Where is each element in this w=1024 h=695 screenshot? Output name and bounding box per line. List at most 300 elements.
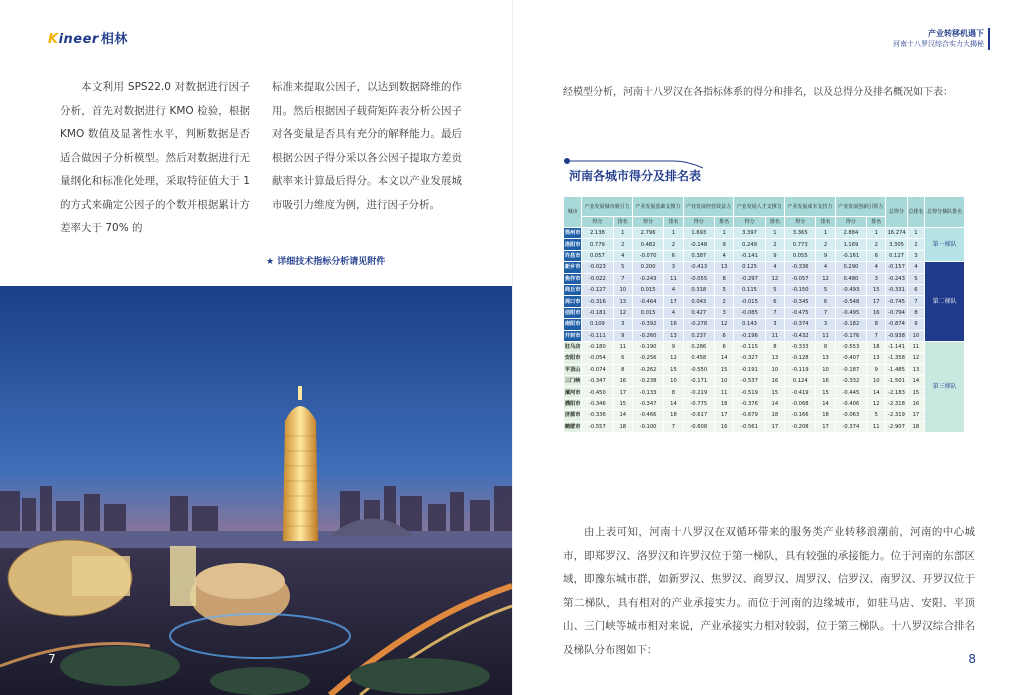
table-cell: 12	[907, 353, 925, 364]
table-cell: -0.376	[734, 398, 765, 409]
tier-label: 第三梯队	[925, 341, 965, 432]
table-cell: -0.406	[835, 398, 866, 409]
cell-city: 洛阳市	[564, 239, 582, 250]
table-cell: 8	[816, 341, 835, 352]
table-row	[564, 307, 965, 318]
table-cell: 13	[714, 262, 733, 273]
table-cell: 2	[907, 239, 925, 250]
table-cell: 18	[664, 410, 683, 421]
table-cell: -0.464	[632, 296, 663, 307]
table-cell: 13	[907, 364, 925, 375]
table-cell: 17	[907, 410, 925, 421]
table-cell: -1.485	[886, 364, 907, 375]
col-header-group: 产业发展创新引领力	[835, 197, 886, 217]
table-cell: 0.143	[734, 319, 765, 330]
right-page	[512, 0, 1024, 695]
table-cell: 14	[765, 398, 784, 409]
table-cell: -0.519	[734, 387, 765, 398]
table-cell: 7	[613, 273, 632, 284]
table-cell: -0.150	[785, 284, 816, 295]
cell-city: 安阳市	[564, 353, 582, 364]
cell-city: 济源市	[564, 410, 582, 421]
table-cell: 2	[867, 239, 886, 250]
table-cell: 16	[613, 376, 632, 387]
table-cell: 17	[867, 296, 886, 307]
table-cell: 1	[867, 228, 886, 239]
table-cell: 7	[867, 330, 886, 341]
table-cell: -0.238	[632, 376, 663, 387]
table-cell: -0.057	[785, 273, 816, 284]
table-cell: -1.358	[886, 353, 907, 364]
table-cell: 7	[907, 296, 925, 307]
cell-city: 濮阳市	[564, 398, 582, 409]
table-cell: 10	[816, 364, 835, 375]
table-cell: 12	[816, 273, 835, 284]
analysis-paragraph: 由上表可知，河南十八罗汉在双循环带来的服务类产业转移浪潮前，河南的中心城市，即郑罗汉、洛罗汉和许罗汉位于第一梯队，具有较强的承接能力。位于河南的东部区域，即豫东城市群，如新罗汉、焦罗汉、商罗汉、周罗汉、信罗汉、南罗汉、开罗汉位于第二梯队，具有相对的产业承接实力。而位于河南的边缘城市，如驻马店、安阳、平顶山、三门峡等城市相对来说，产业承接实力相对较弱，位于第三梯队。十八罗汉综合排名及梯队分布图如下：	[563, 526, 975, 656]
col-header-city: 城市	[564, 197, 582, 228]
table-cell: 3	[816, 319, 835, 330]
table-cell: 0.127	[886, 250, 907, 261]
table-cell: -2.183	[886, 387, 907, 398]
table-cell: 0.237	[683, 330, 714, 341]
page-number-left: 7	[48, 652, 56, 666]
col-subheader-rank: 排名	[867, 217, 886, 228]
col-subheader-score: 得分	[683, 217, 714, 228]
table-cell: 2	[816, 239, 835, 250]
table-cell: 17	[613, 387, 632, 398]
table-cell: -0.327	[734, 353, 765, 364]
table-cell: -0.347	[632, 398, 663, 409]
table-row	[564, 421, 965, 432]
table-row	[564, 364, 965, 375]
table-cell: -0.553	[835, 341, 866, 352]
table-cell: -0.938	[886, 330, 907, 341]
cell-city: 平顶山	[564, 364, 582, 375]
table-cell: -0.182	[835, 319, 866, 330]
table-cell: -0.336	[582, 410, 613, 421]
table-cell: 3	[664, 262, 683, 273]
table-cell: 3.305	[886, 239, 907, 250]
table-cell: 17	[765, 421, 784, 432]
table-cell: -0.432	[785, 330, 816, 341]
table-cell: 12	[765, 273, 784, 284]
table-cell: 0.200	[632, 262, 663, 273]
table-cell: 2.884	[835, 228, 866, 239]
table-cell: -0.345	[785, 296, 816, 307]
table-cell: 6	[765, 296, 784, 307]
table-cell: -0.331	[886, 284, 907, 295]
table-cell: -0.278	[683, 319, 714, 330]
table-cell: 4	[664, 284, 683, 295]
col-header-total: 总得分	[886, 197, 907, 228]
table-cell: -0.068	[785, 398, 816, 409]
table-cell: 5	[765, 284, 784, 295]
table-cell: 11	[714, 387, 733, 398]
table-cell: 1	[664, 228, 683, 239]
table-cell: -0.413	[683, 262, 714, 273]
table-cell: 9	[765, 250, 784, 261]
table-cell: -2.907	[886, 421, 907, 432]
table-cell: 5	[714, 284, 733, 295]
col-subheader-score: 得分	[734, 217, 765, 228]
col-subheader-score: 得分	[582, 217, 613, 228]
cell-city: 信阳市	[564, 307, 582, 318]
col-subheader-rank: 排名	[714, 217, 733, 228]
table-cell: -0.332	[835, 376, 866, 387]
header-accent-bar	[988, 28, 990, 50]
table-cell: 9	[664, 341, 683, 352]
intro-text: 经模型分析，河南十八罗汉在各指标体系的得分和排名，以及总得分及排名概况如下表：	[563, 87, 953, 98]
table-cell: -0.180	[582, 341, 613, 352]
table-cell: -1.501	[886, 376, 907, 387]
table-cell: -0.333	[785, 341, 816, 352]
table-cell: 1.169	[835, 239, 866, 250]
table-cell: -0.190	[632, 341, 663, 352]
table-cell: 15	[664, 364, 683, 375]
table-cell: 6	[714, 330, 733, 341]
table-cell: -0.557	[582, 421, 613, 432]
table-cell: 3	[714, 307, 733, 318]
table-cell: 7	[664, 421, 683, 432]
table-cell: 0.480	[835, 273, 866, 284]
appendix-note: ★ 详细技术指标分析请见附件	[266, 257, 386, 267]
table-row	[564, 319, 965, 330]
table-cell: 8	[714, 273, 733, 284]
table-cell: 1	[765, 228, 784, 239]
table-cell: 13	[816, 353, 835, 364]
table-cell: -0.316	[582, 296, 613, 307]
table-cell: -0.161	[835, 250, 866, 261]
table-cell: 0.427	[683, 307, 714, 318]
table-cell: -0.176	[835, 330, 866, 341]
table-cell: 0.458	[683, 353, 714, 364]
table-cell: 4	[816, 262, 835, 273]
cell-city: 周口市	[564, 296, 582, 307]
table-cell: 2.138	[582, 228, 613, 239]
table-cell: 11	[765, 330, 784, 341]
table-row	[564, 353, 965, 364]
table-cell: 0.482	[632, 239, 663, 250]
table-cell: -0.346	[582, 398, 613, 409]
table-cell: -0.111	[582, 330, 613, 341]
table-cell: 10	[613, 284, 632, 295]
table-cell: 0.057	[582, 250, 613, 261]
table-cell: 0.773	[785, 239, 816, 250]
table-cell: 7	[816, 307, 835, 318]
table-cell: 1	[714, 228, 733, 239]
table-cell: 12	[714, 319, 733, 330]
left-text-column-2: 标准来提取公因子，以达到数据降维的作用。然后根据因子载荷矩阵表分析公因子对各变量是否具有充分的解释能力。最后根据公因子得分采以各公因子提取方差贡献率来计算最后得分。本文以产业发展城市吸引力维度为例，进行因子分析。	[272, 81, 462, 211]
table-cell: 0.779	[582, 239, 613, 250]
table-cell: 8	[765, 341, 784, 352]
table-cell: -0.208	[785, 421, 816, 432]
table-cell: 16	[907, 398, 925, 409]
table-cell: -0.260	[632, 330, 663, 341]
table-cell: 10	[867, 376, 886, 387]
table-row	[564, 410, 965, 421]
cell-city: 漯河市	[564, 387, 582, 398]
table-cell: -0.256	[632, 353, 663, 364]
col-subheader-score: 得分	[632, 217, 663, 228]
table-cell: 13	[867, 353, 886, 364]
table-cell: 9	[613, 330, 632, 341]
table-cell: 18	[613, 421, 632, 432]
table-cell: -0.127	[582, 284, 613, 295]
col-header-group: 产业发展城市吸引力	[582, 197, 633, 217]
table-cell: 10	[664, 376, 683, 387]
table-cell: -0.070	[632, 250, 663, 261]
table-cell: 16	[664, 319, 683, 330]
cell-city: 南阳市	[564, 319, 582, 330]
table-cell: -0.054	[582, 353, 613, 364]
table-cell: -0.407	[835, 353, 866, 364]
table-cell: 1	[907, 228, 925, 239]
table-cell: 4	[867, 262, 886, 273]
table-cell: 10	[714, 376, 733, 387]
table-cell: 2	[765, 239, 784, 250]
table-cell: -0.128	[785, 353, 816, 364]
table-cell: 15	[613, 398, 632, 409]
table-cell: -0.171	[683, 376, 714, 387]
table-cell: 13	[613, 296, 632, 307]
table-row	[564, 228, 965, 239]
table-cell: 9	[907, 319, 925, 330]
table-cell: 16	[816, 376, 835, 387]
table-cell: -0.336	[785, 262, 816, 273]
table-cell: 18	[765, 410, 784, 421]
cell-city: 鹤壁市	[564, 421, 582, 432]
table-cell: 15	[867, 284, 886, 295]
table-cell: 0.318	[683, 284, 714, 295]
table-cell: -0.262	[632, 364, 663, 375]
col-header-tier: 总得分梯队排名	[925, 197, 965, 228]
table-cell: -1.141	[886, 341, 907, 352]
table-row	[564, 273, 965, 284]
table-cell: 6	[816, 296, 835, 307]
table-cell: 1	[816, 228, 835, 239]
col-subheader-score: 得分	[785, 217, 816, 228]
table-cell: 8	[664, 387, 683, 398]
table-cell: 13	[765, 353, 784, 364]
table-cell: 14	[867, 387, 886, 398]
table-cell: 16	[867, 307, 886, 318]
table-cell: -0.548	[835, 296, 866, 307]
table-row	[564, 284, 965, 295]
cell-city: 新乡市	[564, 262, 582, 273]
col-header-group: 产业发展基础支撑力	[632, 197, 683, 217]
table-cell: 18	[907, 421, 925, 432]
table-cell: -0.297	[734, 273, 765, 284]
table-cell: 0.055	[785, 250, 816, 261]
table-cell: 5	[907, 273, 925, 284]
col-subheader-rank: 排名	[664, 217, 683, 228]
brand-logo: Kineer 相林	[48, 32, 128, 47]
table-cell: 17	[714, 410, 733, 421]
table-cell: -0.374	[785, 319, 816, 330]
table-cell: -0.493	[835, 284, 866, 295]
table-cell: 0.015	[632, 284, 663, 295]
table-cell: 3.397	[734, 228, 765, 239]
col-header-total-rank: 总排名	[907, 197, 925, 228]
table-cell: 5	[816, 284, 835, 295]
table-cell: -0.495	[835, 307, 866, 318]
table-cell: 9	[816, 250, 835, 261]
table-cell: 15	[816, 387, 835, 398]
table-cell: -0.679	[734, 410, 765, 421]
table-cell: 0.124	[785, 376, 816, 387]
table-cell: 18	[816, 410, 835, 421]
table-row	[564, 376, 965, 387]
col-subheader-rank: 排名	[613, 217, 632, 228]
table-cell: -2.318	[886, 398, 907, 409]
table-cell: -0.466	[632, 410, 663, 421]
table-cell: -0.191	[734, 364, 765, 375]
table-cell: 0.387	[683, 250, 714, 261]
table-cell: 11	[664, 273, 683, 284]
table-cell: 0.290	[835, 262, 866, 273]
table-cell: -0.392	[632, 319, 663, 330]
table-cell: 14	[613, 410, 632, 421]
left-text-column-1: 本文利用 SPS22.0 对数据进行因子分析，首先对数据进行 KMO 检验，根据 KMO 数值及显著性水平，判断数据是否适合做因子分析模型。然后对数据进行无量纲化和标准化处理，采取特征值大于 1 的方式来确定公因子的个数并根据累计方差率大于 70% 的	[60, 81, 250, 234]
table-row	[564, 387, 965, 398]
table-cell: -0.074	[582, 364, 613, 375]
col-subheader-rank: 排名	[816, 217, 835, 228]
table-cell: 4	[765, 262, 784, 273]
table-cell: -0.419	[785, 387, 816, 398]
table-cell: 15	[714, 364, 733, 375]
cell-city: 许昌市	[564, 250, 582, 261]
table-cell: -0.023	[582, 262, 613, 273]
table-cell: -0.015	[734, 296, 765, 307]
table-cell: -0.745	[886, 296, 907, 307]
table-cell: 2	[613, 239, 632, 250]
table-row	[564, 296, 965, 307]
cell-city: 三门峡	[564, 376, 582, 387]
table-cell: 4	[907, 262, 925, 273]
table-cell: 14	[907, 376, 925, 387]
table-cell: -0.608	[683, 421, 714, 432]
page-number-right: 8	[968, 652, 976, 666]
cell-city: 商丘市	[564, 284, 582, 295]
table-cell: -0.119	[785, 364, 816, 375]
table-cell: 16.274	[886, 228, 907, 239]
table-cell: 11	[867, 421, 886, 432]
cell-city: 郑州市	[564, 228, 582, 239]
col-header-group: 产业发展经营效益力	[683, 197, 734, 217]
table-cell: -0.475	[785, 307, 816, 318]
table-cell: -0.141	[734, 250, 765, 261]
table-cell: 4	[714, 250, 733, 261]
table-cell: 6	[664, 250, 683, 261]
table-row	[564, 239, 965, 250]
table-cell: 13	[664, 330, 683, 341]
table-cell: -0.196	[734, 330, 765, 341]
table-cell: -0.243	[886, 273, 907, 284]
table-row	[564, 330, 965, 341]
table-cell: 0.125	[734, 262, 765, 273]
table-row	[564, 250, 965, 261]
table-cell: 17	[816, 421, 835, 432]
table-cell: 2	[664, 239, 683, 250]
table-cell: 10	[765, 364, 784, 375]
table-cell: 0.249	[734, 239, 765, 250]
table-cell: 5	[867, 410, 886, 421]
table-cell: 3	[867, 273, 886, 284]
table-cell: -0.157	[886, 262, 907, 273]
table-cell: -0.063	[835, 410, 866, 421]
table-cell: 11	[613, 341, 632, 352]
table-cell: 3	[613, 319, 632, 330]
table-cell: 8	[867, 319, 886, 330]
table-cell: -0.561	[734, 421, 765, 432]
table-cell: 9	[714, 239, 733, 250]
table-cell: 0.286	[683, 341, 714, 352]
table-cell: -0.617	[683, 410, 714, 421]
table-cell: 10	[907, 330, 925, 341]
col-subheader-score: 得分	[835, 217, 866, 228]
table-cell: -0.148	[683, 239, 714, 250]
table-cell: 5	[613, 262, 632, 273]
table-cell: 15	[907, 387, 925, 398]
table-cell: 3.365	[785, 228, 816, 239]
table-cell: 2	[714, 296, 733, 307]
table-cell: -0.775	[683, 398, 714, 409]
table-cell: -0.794	[886, 307, 907, 318]
tier-label: 第二梯队	[925, 262, 965, 342]
table-cell: 6	[867, 250, 886, 261]
table-cell: 14	[714, 353, 733, 364]
table-cell: 14	[816, 398, 835, 409]
col-header-group: 产业发展人才支撑力	[734, 197, 785, 217]
col-subheader-rank: 排名	[765, 217, 784, 228]
table-cell: 1	[613, 228, 632, 239]
table-cell: 18	[714, 398, 733, 409]
table-cell: 2.796	[632, 228, 663, 239]
cell-city: 焦作市	[564, 273, 582, 284]
table-cell: 8	[907, 307, 925, 318]
table-cell: 8	[613, 364, 632, 375]
table-cell: 16	[714, 421, 733, 432]
table-row	[564, 262, 965, 273]
cell-city: 驻马店	[564, 341, 582, 352]
table-title: 河南各城市得分及排名表	[569, 169, 702, 183]
table-cell: 7	[765, 307, 784, 318]
table-cell: 6	[714, 341, 733, 352]
table-cell: -0.347	[582, 376, 613, 387]
table-cell: -0.022	[582, 273, 613, 284]
table-row	[564, 398, 965, 409]
cell-city: 开封市	[564, 330, 582, 341]
table-cell: -0.133	[632, 387, 663, 398]
table-cell: 4	[613, 250, 632, 261]
table-cell: 4	[664, 307, 683, 318]
table-cell: 16	[765, 376, 784, 387]
table-cell: -0.181	[582, 307, 613, 318]
table-cell: 0.115	[734, 284, 765, 295]
table-cell: 0.043	[683, 296, 714, 307]
table-cell: -0.085	[734, 307, 765, 318]
city-ranking-table	[563, 196, 965, 433]
table-cell: 6	[613, 353, 632, 364]
table-cell: -0.100	[632, 421, 663, 432]
table-cell: -2.319	[886, 410, 907, 421]
table-cell: 3	[907, 250, 925, 261]
table-cell: -0.374	[835, 421, 866, 432]
table-cell: -0.874	[886, 319, 907, 330]
table-cell: -0.445	[835, 387, 866, 398]
running-header: 产业转移机遇下 河南十八罗汉综合实力大揭秘	[893, 29, 984, 48]
table-cell: 1.693	[683, 228, 714, 239]
